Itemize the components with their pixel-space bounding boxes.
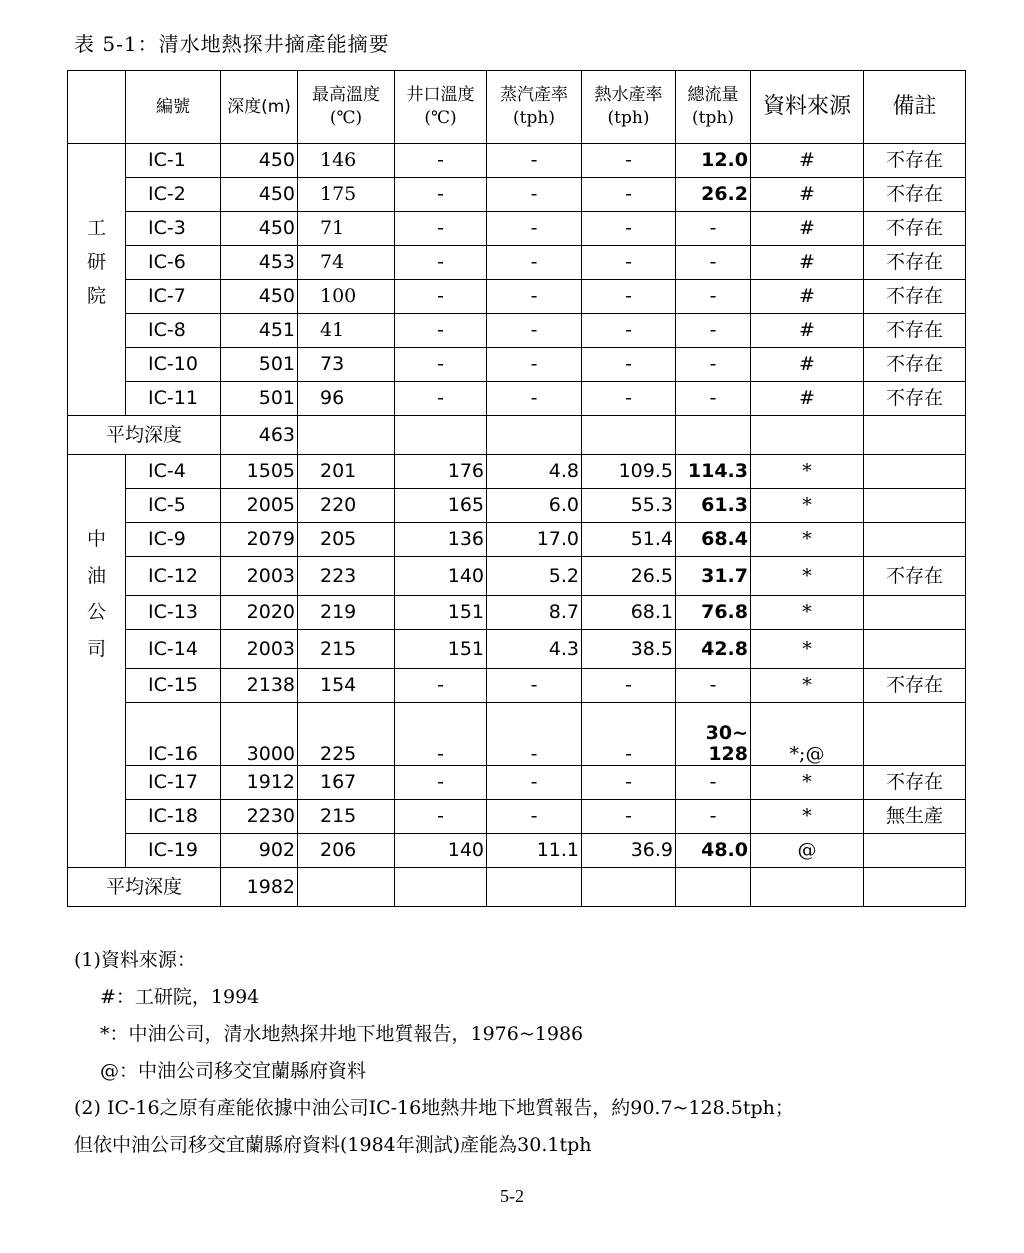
remark-cell: [864, 489, 966, 523]
header-hot-water-label: 熱水產率: [594, 85, 663, 106]
steam-rate-cell: -: [487, 766, 582, 800]
well-id-cell: IC-2: [126, 178, 221, 212]
total-flow-cell: 61.3: [676, 489, 751, 523]
note-2-line-1: (2) IC-16之原有產能依據中油公司IC-16地熱井地下地質報告，約90.7~128.5tph；: [74, 1097, 794, 1119]
steam-rate-cell: 17.0: [487, 523, 582, 557]
total-flow-cell: -: [676, 766, 751, 800]
group-cell: 中: [68, 523, 126, 557]
depth-cell: 451: [221, 314, 298, 348]
wellhead-temp-cell: -: [395, 766, 487, 800]
total-flow-cell: 114.3: [676, 455, 751, 489]
group-cell: 司: [68, 630, 126, 669]
itri-section: [68, 144, 966, 455]
remark-cell: 不存在: [864, 766, 966, 800]
group-cell: 公: [68, 596, 126, 630]
remark-cell: [864, 455, 966, 489]
table-row: [68, 766, 966, 800]
well-id-cell: IC-7: [126, 280, 221, 314]
header-id: [126, 71, 221, 144]
wellhead-temp-cell: 136: [395, 523, 487, 557]
source-cell: *: [751, 596, 864, 630]
max-temp-cell: 73: [298, 348, 395, 382]
note-1-cpc: *：中油公司，清水地熱探井地下地質報告，1976~1986: [100, 1023, 584, 1045]
well-id-cell: IC-19: [126, 834, 221, 868]
source-cell: *: [751, 630, 864, 669]
steam-rate-cell: -: [487, 178, 582, 212]
wellhead-temp-cell: 140: [395, 557, 487, 596]
max-temp-cell: 215: [298, 800, 395, 834]
steam-rate-cell: -: [487, 800, 582, 834]
group-cell: [68, 382, 126, 416]
empty-cell: [582, 416, 676, 455]
steam-rate-cell: -: [487, 144, 582, 178]
table-row: [68, 834, 966, 868]
group-cell: [68, 703, 126, 766]
well-id-cell: IC-10: [126, 348, 221, 382]
depth-cell: 2003: [221, 557, 298, 596]
table-row: [68, 669, 966, 703]
average-depth-label: 平均深度: [68, 416, 221, 455]
well-id-cell: IC-4: [126, 455, 221, 489]
empty-cell: [864, 416, 966, 455]
remark-cell: 不存在: [864, 246, 966, 280]
well-id-cell: IC-11: [126, 382, 221, 416]
header-hot-water-unit: (tph): [607, 108, 650, 128]
total-flow-cell: 76.8: [676, 596, 751, 630]
source-cell: #: [751, 348, 864, 382]
empty-cell: [298, 868, 395, 907]
well-id-cell: IC-1: [126, 144, 221, 178]
steam-rate-cell: -: [487, 246, 582, 280]
table-row: [68, 596, 966, 630]
source-cell: #: [751, 178, 864, 212]
header-steam: [487, 71, 582, 144]
total-flow-cell: -: [676, 348, 751, 382]
header-total-flow-unit: (tph): [692, 108, 734, 128]
header-max-temp-unit: (℃): [329, 108, 363, 128]
group-cell: 院: [68, 280, 126, 314]
note-1-itri: #：工研院，1994: [100, 986, 260, 1008]
total-flow-cell: 12.0: [676, 144, 751, 178]
empty-cell: [676, 416, 751, 455]
hot-water-rate-cell: -: [582, 280, 676, 314]
footnotes: [74, 942, 794, 1164]
max-temp-cell: 205: [298, 523, 395, 557]
depth-cell: 501: [221, 382, 298, 416]
hot-water-rate-cell: 109.5: [582, 455, 676, 489]
table-row: [68, 348, 966, 382]
header-steam-unit: (tph): [513, 108, 555, 128]
wellhead-temp-cell: -: [395, 382, 487, 416]
hot-water-rate-cell: -: [582, 348, 676, 382]
depth-cell: 3000: [221, 703, 298, 766]
source-cell: @: [751, 834, 864, 868]
wellhead-temp-cell: 140: [395, 834, 487, 868]
source-cell: #: [751, 382, 864, 416]
remark-cell: [864, 834, 966, 868]
depth-cell: 2138: [221, 669, 298, 703]
steam-rate-cell: -: [487, 382, 582, 416]
steam-rate-cell: -: [487, 212, 582, 246]
table-row: [68, 280, 966, 314]
table-title: 表 5-1：清水地熱探井摘產能摘要: [74, 32, 390, 56]
max-temp-cell: 96: [298, 382, 395, 416]
well-summary-table: [67, 70, 966, 907]
table-row: [68, 382, 966, 416]
max-temp-cell: 201: [298, 455, 395, 489]
header-wellhead-temp-label: 井口溫度: [406, 85, 475, 106]
total-flow-cell: 48.0: [676, 834, 751, 868]
total-flow-cell: -: [676, 212, 751, 246]
header-group: [68, 71, 126, 144]
empty-cell: [751, 416, 864, 455]
empty-cell: [676, 868, 751, 907]
max-temp-cell: 146: [298, 144, 395, 178]
max-temp-cell: 175: [298, 178, 395, 212]
depth-cell: 453: [221, 246, 298, 280]
wellhead-temp-cell: -: [395, 280, 487, 314]
remark-cell: 不存在: [864, 280, 966, 314]
table-row: [68, 455, 966, 489]
empty-cell: [487, 868, 582, 907]
hot-water-rate-cell: -: [582, 212, 676, 246]
table-row: [68, 246, 966, 280]
max-temp-cell: 100: [298, 280, 395, 314]
remark-cell: 不存在: [864, 557, 966, 596]
steam-rate-cell: -: [487, 348, 582, 382]
depth-cell: 902: [221, 834, 298, 868]
max-temp-cell: 206: [298, 834, 395, 868]
max-temp-cell: 219: [298, 596, 395, 630]
hot-water-rate-cell: -: [582, 800, 676, 834]
hot-water-rate-cell: -: [582, 144, 676, 178]
wellhead-temp-cell: -: [395, 246, 487, 280]
hot-water-rate-cell: -: [582, 669, 676, 703]
wellhead-temp-cell: 151: [395, 630, 487, 669]
cpc-section: [68, 455, 966, 907]
hot-water-rate-cell: 36.9: [582, 834, 676, 868]
depth-cell: 450: [221, 144, 298, 178]
steam-rate-cell: -: [487, 280, 582, 314]
well-id-cell: IC-5: [126, 489, 221, 523]
total-flow-cell: -: [676, 669, 751, 703]
wellhead-temp-cell: -: [395, 703, 487, 766]
source-cell: *: [751, 766, 864, 800]
header-total-flow-label: 總流量: [687, 85, 739, 106]
total-flow-cell: 26.2: [676, 178, 751, 212]
empty-cell: [395, 416, 487, 455]
table-row: [68, 489, 966, 523]
group-cell: [68, 314, 126, 348]
well-id-cell: IC-17: [126, 766, 221, 800]
total-flow-cell: -: [676, 280, 751, 314]
steam-rate-cell: 11.1: [487, 834, 582, 868]
depth-cell: 2005: [221, 489, 298, 523]
remark-cell: 不存在: [864, 212, 966, 246]
remark-cell: [864, 523, 966, 557]
header-source-label: 資料來源: [762, 94, 851, 120]
remark-cell: 不存在: [864, 178, 966, 212]
well-id-cell: IC-6: [126, 246, 221, 280]
note-1-county: @：中油公司移交宜蘭縣府資料: [100, 1060, 367, 1082]
empty-cell: [751, 868, 864, 907]
depth-cell: 2079: [221, 523, 298, 557]
well-id-cell: IC-3: [126, 212, 221, 246]
depth-cell: 450: [221, 178, 298, 212]
depth-cell: 450: [221, 280, 298, 314]
header-source: [751, 71, 864, 144]
hot-water-rate-cell: 68.1: [582, 596, 676, 630]
source-cell: *;@: [751, 703, 864, 766]
steam-rate-cell: 5.2: [487, 557, 582, 596]
well-id-cell: IC-14: [126, 630, 221, 669]
remark-cell: 不存在: [864, 144, 966, 178]
header-steam-label: 蒸汽產率: [500, 85, 568, 106]
steam-rate-cell: -: [487, 703, 582, 766]
remark-cell: [864, 630, 966, 669]
wellhead-temp-cell: -: [395, 314, 487, 348]
depth-cell: 2230: [221, 800, 298, 834]
well-id-cell: IC-9: [126, 523, 221, 557]
wellhead-temp-cell: -: [395, 800, 487, 834]
source-cell: *: [751, 523, 864, 557]
remark-cell: 不存在: [864, 314, 966, 348]
group-cell: 工: [68, 212, 126, 246]
hot-water-rate-cell: 26.5: [582, 557, 676, 596]
total-flow-cell: [676, 703, 751, 766]
header-max-temp: [298, 71, 395, 144]
header-depth: [221, 71, 298, 144]
well-id-cell: IC-18: [126, 800, 221, 834]
table-row: [68, 557, 966, 596]
depth-cell: 501: [221, 348, 298, 382]
table-row: [68, 178, 966, 212]
hot-water-rate-cell: -: [582, 766, 676, 800]
header-id-label: 編號: [156, 96, 190, 117]
remark-cell: 無生產: [864, 800, 966, 834]
depth-cell: 1505: [221, 455, 298, 489]
hot-water-rate-cell: -: [582, 246, 676, 280]
steam-rate-cell: 8.7: [487, 596, 582, 630]
source-cell: #: [751, 144, 864, 178]
group-cell: 油: [68, 557, 126, 596]
steam-rate-cell: 4.8: [487, 455, 582, 489]
average-depth-value: 463: [221, 416, 298, 455]
table-row: [68, 630, 966, 669]
header-remark: [864, 71, 966, 144]
wellhead-temp-cell: 151: [395, 596, 487, 630]
remark-cell: 不存在: [864, 669, 966, 703]
wellhead-temp-cell: -: [395, 178, 487, 212]
max-temp-cell: 225: [298, 703, 395, 766]
header-wellhead-temp-unit: (℃): [424, 108, 457, 128]
hot-water-rate-cell: 38.5: [582, 630, 676, 669]
remark-cell: [864, 596, 966, 630]
max-temp-cell: 215: [298, 630, 395, 669]
hot-water-rate-cell: -: [582, 703, 676, 766]
group-cell: [68, 144, 126, 178]
well-id-cell: IC-15: [126, 669, 221, 703]
wellhead-temp-cell: 176: [395, 455, 487, 489]
well-id-cell: IC-16: [126, 703, 221, 766]
hot-water-rate-cell: 55.3: [582, 489, 676, 523]
source-cell: *: [751, 455, 864, 489]
hot-water-rate-cell: 51.4: [582, 523, 676, 557]
max-temp-cell: 223: [298, 557, 395, 596]
header-depth-label: 深度(m): [227, 96, 291, 117]
total-flow-line-1: 30~: [705, 722, 748, 745]
total-flow-cell: 42.8: [676, 630, 751, 669]
well-id-cell: IC-12: [126, 557, 221, 596]
source-cell: *: [751, 669, 864, 703]
max-temp-cell: 71: [298, 212, 395, 246]
source-cell: #: [751, 280, 864, 314]
source-cell: *: [751, 800, 864, 834]
empty-cell: [487, 416, 582, 455]
total-flow-cell: 68.4: [676, 523, 751, 557]
total-flow-cell: 31.7: [676, 557, 751, 596]
empty-cell: [298, 416, 395, 455]
average-depth-label: 平均深度: [68, 868, 221, 907]
table-row: [68, 800, 966, 834]
well-id-cell: IC-13: [126, 596, 221, 630]
depth-cell: 2020: [221, 596, 298, 630]
average-row: [68, 868, 966, 907]
table-row: [68, 212, 966, 246]
source-cell: *: [751, 557, 864, 596]
steam-rate-cell: 4.3: [487, 630, 582, 669]
empty-cell: [582, 868, 676, 907]
header-hot-water: [582, 71, 676, 144]
source-cell: *: [751, 489, 864, 523]
total-flow-cell: -: [676, 800, 751, 834]
header-total-flow: [676, 71, 751, 144]
steam-rate-cell: -: [487, 669, 582, 703]
group-cell: [68, 834, 126, 868]
group-cell: [68, 455, 126, 489]
source-cell: #: [751, 212, 864, 246]
remark-cell: 不存在: [864, 382, 966, 416]
header-max-temp-label: 最高溫度: [312, 85, 380, 106]
remark-cell: [864, 703, 966, 766]
wellhead-temp-cell: -: [395, 144, 487, 178]
table-row: [68, 144, 966, 178]
table-row: [68, 523, 966, 557]
empty-cell: [864, 868, 966, 907]
hot-water-rate-cell: -: [582, 382, 676, 416]
group-cell: [68, 669, 126, 703]
steam-rate-cell: -: [487, 314, 582, 348]
note-1-title: (1)資料來源：: [74, 949, 196, 971]
group-cell: [68, 178, 126, 212]
table-row: [68, 314, 966, 348]
header-row: [68, 71, 966, 144]
max-temp-cell: 167: [298, 766, 395, 800]
total-flow-cell: -: [676, 382, 751, 416]
total-flow-line-2: 128: [708, 743, 748, 766]
total-flow-cell: -: [676, 314, 751, 348]
max-temp-cell: 154: [298, 669, 395, 703]
wellhead-temp-cell: 165: [395, 489, 487, 523]
max-temp-cell: 41: [298, 314, 395, 348]
group-cell: [68, 800, 126, 834]
header-wellhead-temp: [395, 71, 487, 144]
page-number: 5-2: [500, 1186, 524, 1206]
total-flow-cell: -: [676, 246, 751, 280]
average-row: [68, 416, 966, 455]
average-depth-value: 1982: [221, 868, 298, 907]
hot-water-rate-cell: -: [582, 178, 676, 212]
table-row: [68, 703, 966, 766]
remark-cell: 不存在: [864, 348, 966, 382]
group-cell: [68, 489, 126, 523]
group-cell: [68, 348, 126, 382]
empty-cell: [395, 868, 487, 907]
hot-water-rate-cell: -: [582, 314, 676, 348]
source-cell: #: [751, 246, 864, 280]
depth-cell: 2003: [221, 630, 298, 669]
max-temp-cell: 220: [298, 489, 395, 523]
depth-cell: 1912: [221, 766, 298, 800]
note-2-line-2: 但依中油公司移交宜蘭縣府資料(1984年測試)產能為30.1tph: [74, 1134, 592, 1156]
group-cell: [68, 766, 126, 800]
depth-cell: 450: [221, 212, 298, 246]
header-remark-label: 備註: [892, 94, 937, 120]
group-cell: 研: [68, 246, 126, 280]
wellhead-temp-cell: -: [395, 348, 487, 382]
max-temp-cell: 74: [298, 246, 395, 280]
well-id-cell: IC-8: [126, 314, 221, 348]
wellhead-temp-cell: -: [395, 212, 487, 246]
steam-rate-cell: 6.0: [487, 489, 582, 523]
source-cell: #: [751, 314, 864, 348]
wellhead-temp-cell: -: [395, 669, 487, 703]
